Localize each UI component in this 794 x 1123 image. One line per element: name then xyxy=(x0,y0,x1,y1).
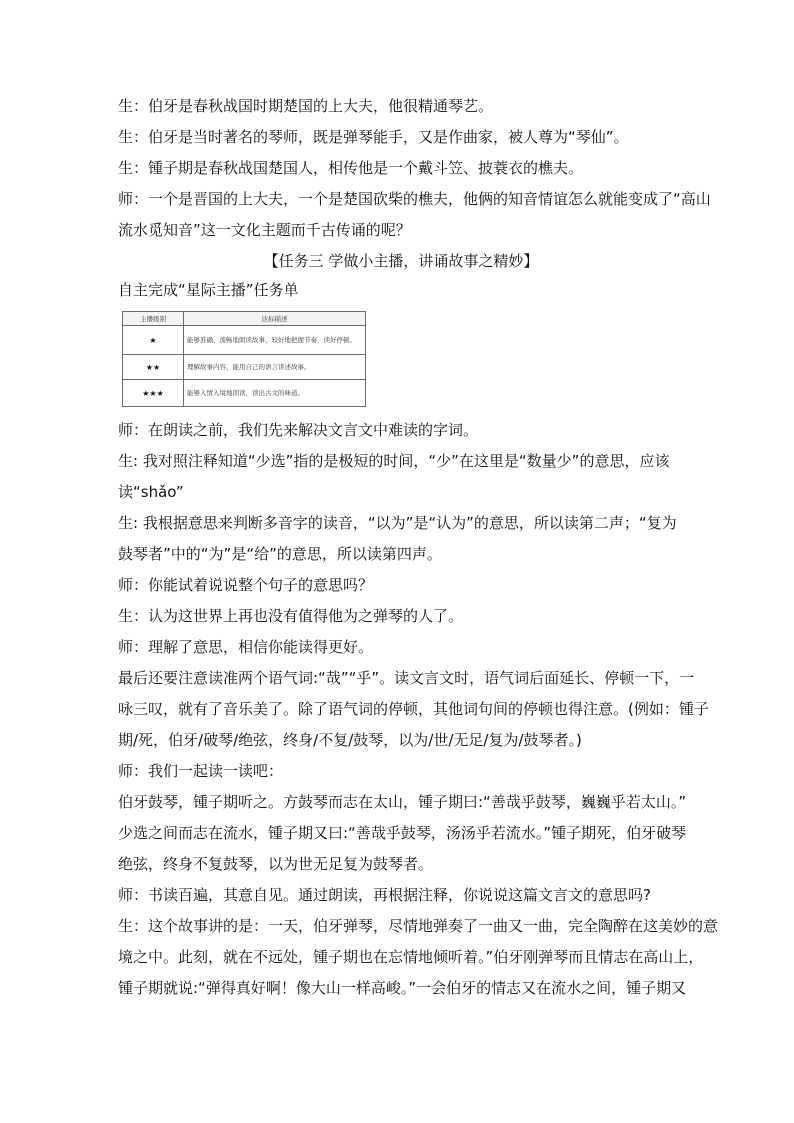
level-description: 理解故事内容，能用自己的语言讲述故事。 xyxy=(184,355,366,380)
paragraph: 师：在朗读之前，我们先来解决文言文中难读的字词。 xyxy=(118,421,479,439)
paragraph: 期/死，伯牙/破琴/绝弦，终身/不复/鼓琴，以为/世/无足/复为/鼓琴者。) xyxy=(118,731,582,749)
rubric-row xyxy=(123,355,366,380)
rubric-row xyxy=(123,326,366,355)
rubric-header-desc: 达标描述 xyxy=(184,312,366,326)
document-page xyxy=(118,96,719,1009)
paragraph: 师：你能试着说说整个句子的意思吗？ xyxy=(118,576,374,594)
paragraph: 生：这个故事讲的是：一天，伯牙弹琴，尽情地弹奏了一曲又一曲，完全陶醉在这美妙的意 xyxy=(118,917,719,935)
paragraph: 流水觅知音”这一文化主题而千古传诵的呢？ xyxy=(118,221,411,239)
level-description: 能够入情入境地朗读，读出古文的味道。 xyxy=(184,380,366,407)
paragraph: 生: 我根据意思来判断多音字的读音，“以为”是“认为”的意思，所以读第二声；“复为 xyxy=(118,514,677,532)
paragraph: 少选之间而志在流水，锺子期又曰:“善哉乎鼓琴，汤汤乎若流水。”锺子期死，伯牙破琴 xyxy=(118,824,687,842)
paragraph: 境之中。此刻，就在不远处，锺子期也在忘情地倾听着。”伯牙刚弹琴而且情志在高山上， xyxy=(118,948,704,966)
task-intro: 自主完成“星际主播”任务单 xyxy=(118,281,299,299)
paragraph: 生：认为这世界上再也没有值得他为之弹琴的人了。 xyxy=(118,607,464,625)
star-level: ★ xyxy=(123,326,184,355)
rubric-table xyxy=(122,311,366,407)
paragraph: 锺子期就说:“弹得真好啊！像大山一样高峻。”一会伯牙的情志又在流水之间，锺子期又 xyxy=(118,979,687,997)
rubric-row xyxy=(123,380,366,407)
paragraph: 生：伯牙是当时著名的琴师，既是弹琴能手，又是作曲家，被人尊为“琴仙”。 xyxy=(118,128,629,146)
paragraph: 生：锺子期是春秋战国楚国人，相传他是一个戴斗笠、披蓑衣的樵夫。 xyxy=(118,159,584,177)
paragraph: 咏三叹，就有了音乐美了。除了语气词的停顿，其他词句间的停顿也得注意。(例如：锺子 xyxy=(118,700,709,718)
level-description: 能够准确、流畅地朗读故事，较好地把握节奏，读好停顿。 xyxy=(184,326,366,355)
star-level: ★★ xyxy=(123,355,184,380)
task-title: 【任务三 学做小主播，讲诵故事之精妙】 xyxy=(263,252,539,270)
paragraph: 师：一个是晋国的上大夫，一个是楚国砍柴的樵夫，他俩的知音情谊怎么就能变成了“高山 xyxy=(118,190,711,208)
paragraph: 生: 我对照注释知道“少选”指的是极短的时间，“少”在这里是“数量少”的意思，应该 xyxy=(118,452,670,470)
star-level: ★★★ xyxy=(123,380,184,407)
paragraph: 鼓琴者”中的“为”是“给”的意思，所以读第四声。 xyxy=(118,545,442,563)
paragraph: 师：书读百遍，其意自见。通过朗读，再根据注释，你说说这篇文言文的意思吗? xyxy=(118,886,651,904)
rubric-header-row xyxy=(123,312,366,326)
paragraph: 读“shǎo” xyxy=(118,483,184,501)
paragraph: 师：理解了意思，相信你能读得更好。 xyxy=(118,638,374,656)
paragraph: 师：我们一起读一读吧： xyxy=(118,762,284,780)
paragraph: 绝弦，终身不复鼓琴，以为世无足复为鼓琴者。 xyxy=(118,855,434,873)
rubric-table-container xyxy=(122,311,366,407)
paragraph: 生：伯牙是春秋战国时期楚国的上大夫，他很精通琴艺。 xyxy=(118,97,494,115)
rubric-header-level: 主播级别 xyxy=(123,312,184,326)
paragraph: 最后还要注意读准两个语气词:“哉”“乎”。读文言文时，语气词后面延长、停顿一下，一 xyxy=(118,669,695,687)
paragraph: 伯牙鼓琴，锺子期听之。方鼓琴而志在太山，锺子期曰:“善哉乎鼓琴，巍巍乎若太山。” xyxy=(118,793,687,811)
